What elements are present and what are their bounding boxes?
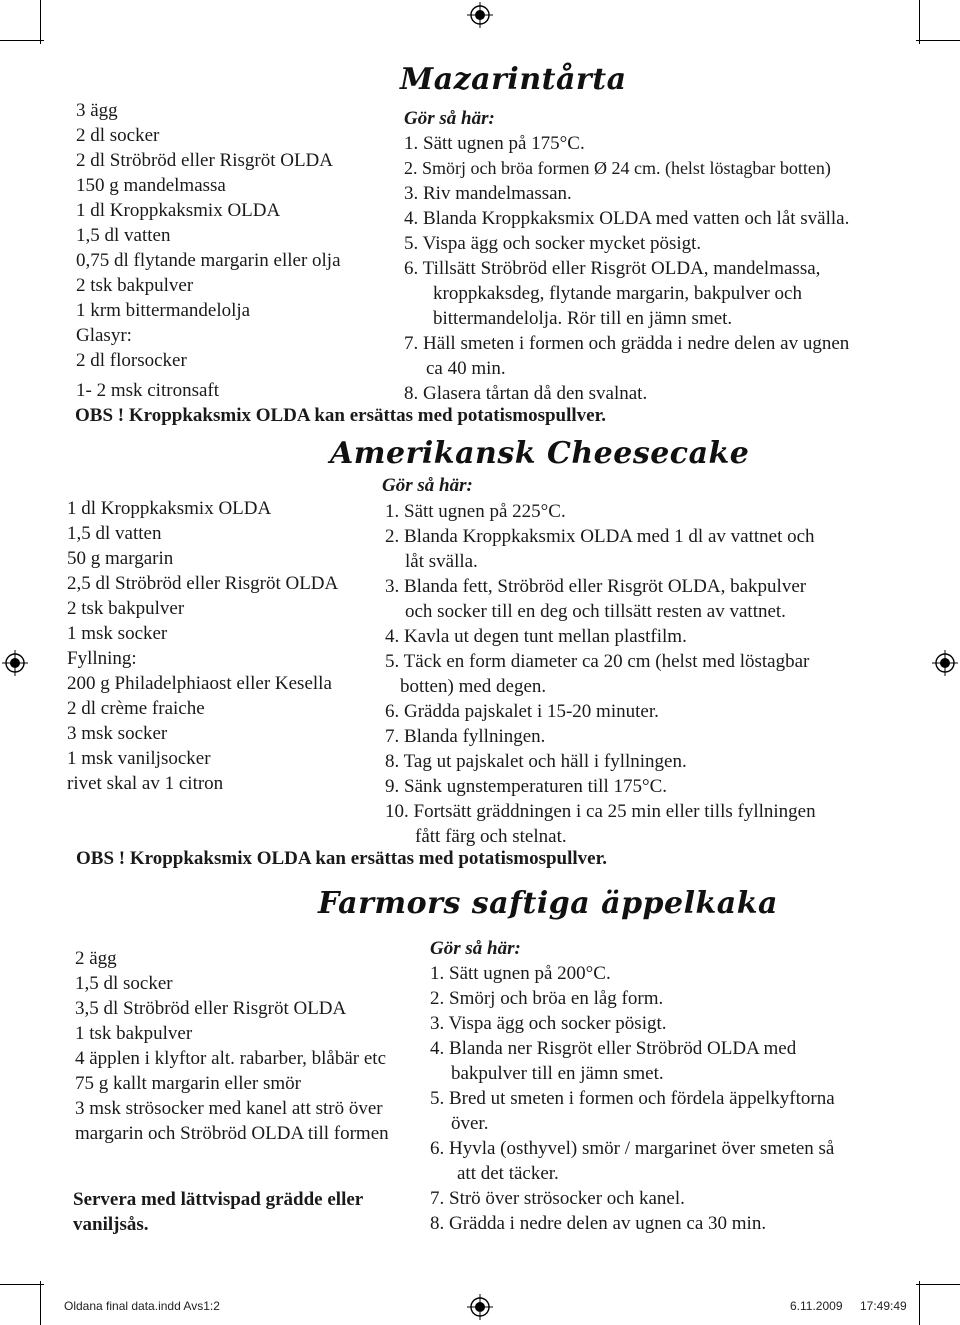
- crop-mark: [0, 40, 44, 41]
- step-continuation: att det täcker.: [457, 1163, 559, 1184]
- crop-mark: [0, 1284, 44, 1285]
- ingredient: 3 ägg: [76, 100, 118, 121]
- ingredient: margarin och Ströbröd OLDA till formen: [75, 1123, 389, 1144]
- step-continuation: bakpulver till en jämn smet.: [451, 1063, 664, 1084]
- ingredient: 200 g Philadelphiaost eller Kesella: [67, 673, 332, 694]
- serving-line: vaniljsås.: [73, 1214, 149, 1235]
- step-continuation: botten) med degen.: [400, 676, 547, 697]
- step-continuation: fått färg och stelnat.: [415, 826, 567, 847]
- step: 2. Blanda Kroppkaksmix OLDA med 1 dl av vattnet och: [385, 526, 815, 547]
- steps-header: Gör så här:: [404, 108, 495, 129]
- serving-suggestion: [73, 1187, 363, 1237]
- step: 1. Sätt ugnen på 200°C.: [430, 963, 611, 984]
- step: 2. Smörj och bröa en låg form.: [430, 988, 664, 1009]
- step: 3. Vispa ägg och socker pösigt.: [430, 1013, 667, 1034]
- crop-mark: [916, 40, 960, 41]
- crop-mark: [919, 0, 920, 44]
- step-continuation: över.: [451, 1113, 489, 1134]
- ingredient: 1 dl Kroppkaksmix OLDA: [76, 200, 281, 221]
- ingredient-list-mazarintarta: [76, 98, 341, 403]
- steps-list-mazarintarta: [404, 106, 849, 406]
- ingredient: 1,5 dl vatten: [67, 523, 162, 544]
- step: 5. Bred ut smeten i formen och fördela äppelkyftorna: [430, 1088, 835, 1109]
- step: 3. Blanda fett, Ströbröd eller Risgröt OLDA, bakpulver: [385, 576, 807, 597]
- ingredient: 2 dl florsocker: [76, 350, 187, 371]
- ingredient: 2 dl socker: [76, 125, 160, 146]
- step-continuation: och socker till en deg och tillsätt resten av vattnet.: [405, 601, 786, 622]
- ingredient-subheader: Glasyr:: [76, 325, 132, 346]
- ingredient: 3 msk socker: [67, 723, 168, 744]
- ingredient: 0,75 dl flytande margarin eller olja: [76, 250, 341, 271]
- step: 8. Glasera tårtan då den svalnat.: [404, 383, 648, 404]
- ingredient: 1 dl Kroppkaksmix OLDA: [67, 498, 272, 519]
- step: 4. Blanda Kroppkaksmix OLDA med vatten och låt svälla.: [404, 208, 850, 229]
- ingredient: 3,5 dl Ströbröd eller Risgröt OLDA: [75, 998, 347, 1019]
- registration-mark-icon: [467, 2, 493, 28]
- ingredient: 50 g margarin: [67, 548, 174, 569]
- ingredient: 1 krm bittermandelolja: [76, 300, 251, 321]
- steps-header: Gör så här:: [382, 475, 473, 496]
- crop-mark: [916, 1284, 960, 1285]
- step: 3. Riv mandelmassan.: [404, 183, 572, 204]
- step: 10. Fortsätt gräddningen i ca 25 min eller tills fyllningen: [385, 801, 816, 822]
- step: 6. Hyvla (osthyvel) smör / margarinet över smeten så: [430, 1138, 835, 1159]
- step: 6. Tillsätt Ströbröd eller Risgröt OLDA, mandelmassa,: [404, 258, 821, 279]
- ingredient: 1,5 dl vatten: [76, 225, 171, 246]
- footer-time: 17:49:49: [860, 1299, 907, 1313]
- step-continuation: bittermandelolja. Rör till en jämn smet.: [433, 308, 733, 329]
- ingredient: 4 äpplen i klyftor alt. rabarber, blåbär etc: [75, 1048, 387, 1069]
- footer-date: 6.11.2009: [790, 1299, 843, 1313]
- registration-mark-icon: [932, 650, 958, 676]
- step: 4. Blanda ner Risgröt eller Ströbröd OLDA med: [430, 1038, 797, 1059]
- footer-filename: Oldana final data.indd Avs1:2: [64, 1299, 220, 1313]
- step: 8. Grädda i nedre delen av ugnen ca 30 min.: [430, 1213, 767, 1234]
- step: 7. Häll smeten i formen och grädda i nedre delen av ugnen: [404, 333, 850, 354]
- step: 8. Tag ut pajskalet och häll i fyllningen.: [385, 751, 687, 772]
- ingredient: 150 g mandelmassa: [76, 175, 226, 196]
- step: 4. Kavla ut degen tunt mellan plastfilm.: [385, 626, 687, 647]
- obs-note: OBS ! Kroppkaksmix OLDA kan ersättas med potatismospullver.: [76, 848, 608, 869]
- steps-list-appelkaka: [430, 936, 835, 1236]
- steps-list-cheesecake: [385, 499, 816, 849]
- step: 7. Blanda fyllningen.: [385, 726, 546, 747]
- ingredient: 2 dl crème fraiche: [67, 698, 205, 719]
- step: 7. Strö över strösocker och kanel.: [430, 1188, 685, 1209]
- recipe-title-mazarintarta: Mazarintårta: [400, 62, 627, 97]
- recipe-title-appelkaka: Farmors saftiga äppelkaka: [318, 886, 778, 921]
- step: 6. Grädda pajskalet i 15-20 minuter.: [385, 701, 659, 722]
- ingredient: 1 msk vaniljsocker: [67, 748, 211, 769]
- ingredient: 2 tsk bakpulver: [76, 275, 194, 296]
- step: 5. Täck en form diameter ca 20 cm (helst med löstagbar: [385, 651, 810, 672]
- registration-mark-icon: [467, 1294, 493, 1320]
- ingredient: 1 tsk bakpulver: [75, 1023, 193, 1044]
- step: 1. Sätt ugnen på 175°C.: [404, 133, 585, 154]
- ingredient: rivet skal av 1 citron: [67, 773, 224, 794]
- crop-mark: [40, 1281, 41, 1325]
- ingredient-subheader: Fyllning:: [67, 648, 137, 669]
- serving-line: Servera med lättvispad grädde eller: [73, 1189, 364, 1210]
- step: 9. Sänk ugnstemperaturen till 175°C.: [385, 776, 668, 797]
- step-continuation: låt svälla.: [405, 551, 478, 572]
- ingredient: 1- 2 msk citronsaft: [76, 380, 220, 401]
- step-continuation: ca 40 min.: [426, 358, 506, 379]
- obs-note: OBS ! Kroppkaksmix OLDA kan ersättas med potatismospullver.: [75, 405, 607, 426]
- recipe-title-cheesecake: Amerikansk Cheesecake: [330, 436, 750, 471]
- ingredient: 1,5 dl socker: [75, 973, 173, 994]
- ingredient: 2 tsk bakpulver: [67, 598, 185, 619]
- ingredient: 3 msk strösocker med kanel att strö över: [75, 1098, 383, 1119]
- step: 5. Vispa ägg och socker mycket pösigt.: [404, 233, 702, 254]
- steps-header-cheesecake-wrap: [382, 473, 473, 498]
- ingredient-list-cheesecake: [67, 496, 338, 796]
- ingredient-list-appelkaka: [75, 946, 389, 1146]
- steps-header: Gör så här:: [430, 938, 521, 959]
- ingredient: 2,5 dl Ströbröd eller Risgröt OLDA: [67, 573, 339, 594]
- step-continuation: kroppkaksdeg, flytande margarin, bakpulver och: [433, 283, 802, 304]
- ingredient: 75 g kallt margarin eller smör: [75, 1073, 302, 1094]
- ingredient: 1 msk socker: [67, 623, 168, 644]
- crop-mark: [40, 0, 41, 44]
- crop-mark: [919, 1281, 920, 1325]
- ingredient: 2 ägg: [75, 948, 117, 969]
- ingredient: 2 dl Ströbröd eller Risgröt OLDA: [76, 150, 334, 171]
- step: 1. Sätt ugnen på 225°C.: [385, 501, 566, 522]
- registration-mark-icon: [2, 650, 28, 676]
- step: 2. Smörj och bröa formen Ø 24 cm. (helst löstagbar botten): [404, 158, 831, 178]
